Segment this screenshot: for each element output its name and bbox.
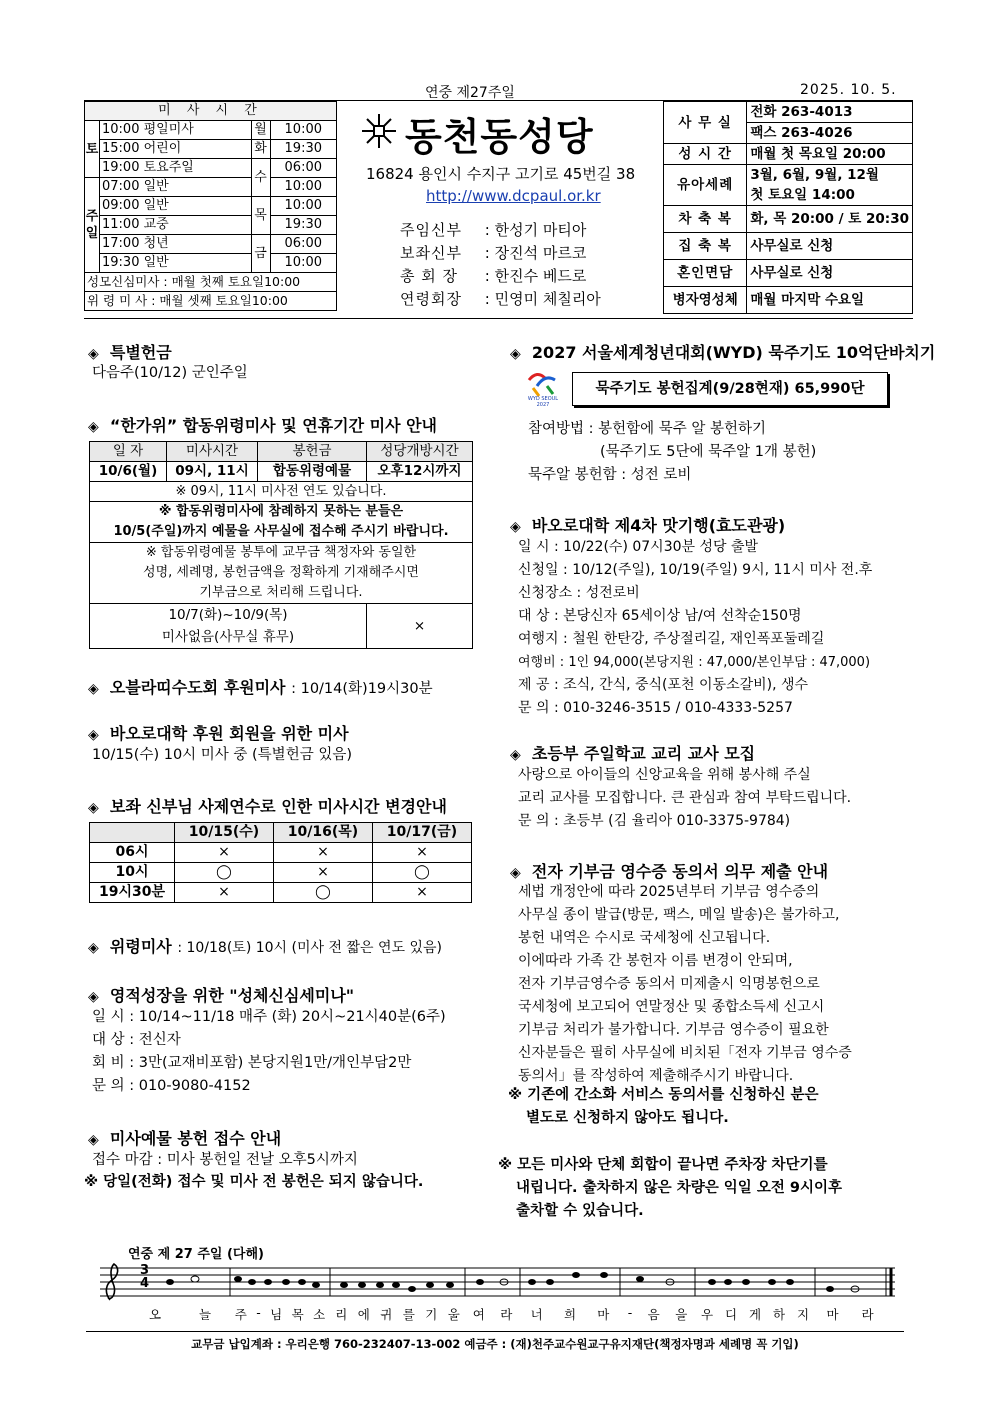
weekday-time: 06:00 bbox=[270, 159, 336, 178]
chuseok-table bbox=[89, 441, 473, 649]
office-label: 유아세례 bbox=[664, 165, 747, 206]
office-value: 전화 263-4013 bbox=[747, 102, 913, 123]
weekday-time: 10:00 bbox=[270, 197, 336, 216]
offering-notice-line2: ※ 당일(전화) 접수 및 미사 전 봉헌은 되지 않습니다. bbox=[84, 1174, 424, 1190]
table-header: 10/17(금) bbox=[373, 823, 472, 843]
header-bottom-rule bbox=[84, 318, 913, 319]
office-info-table bbox=[663, 101, 913, 314]
table-cell: ◯ bbox=[175, 863, 274, 883]
paulo-support-body: 10/15(수) 10시 미사 중 (특별헌금 있음) bbox=[92, 747, 352, 763]
seminar-body: 일 시 : 10/14~11/18 매주 (화) 20시~21시40분(6주) 대 상 : 전신자 회 비 : 3만(교재비포함) 본당지원1만/개인부담2만 문 의 : 010-9080-4152 bbox=[92, 1009, 446, 1094]
table-header: 10/15(수) bbox=[175, 823, 274, 843]
parking-line3: 출차할 수 있습니다. bbox=[516, 1203, 644, 1219]
table-row-label: 06시 bbox=[90, 843, 175, 863]
diamond-bullet-icon: ◈ bbox=[510, 346, 521, 362]
table-note: ※ 09시, 11시 미사전 연도 있습니다. bbox=[90, 482, 473, 502]
staff-row: 총 회 장 : 한진수 베드로 bbox=[400, 267, 587, 285]
special-mass-2: 위 령 미 사 : 매월 셋째 토요일10:00 bbox=[85, 292, 337, 311]
parish-address: 16824 용인시 수지구 고기로 45번길 38 bbox=[366, 165, 636, 183]
diamond-bullet-icon: ◈ bbox=[88, 1132, 99, 1148]
office-value: 화, 목 20:00 / 토 20:30 bbox=[747, 206, 913, 233]
music-staff bbox=[100, 1262, 895, 1302]
table-cell: 오후12시까지 bbox=[367, 462, 473, 482]
staff-list bbox=[400, 219, 601, 311]
office-value: 첫 토요일 14:00 bbox=[747, 185, 913, 206]
offering-notice-title: ◈ 미사예물 봉헌 접수 안내 bbox=[88, 1129, 282, 1148]
footer-rule bbox=[86, 1331, 904, 1332]
table-row-label: 10시 bbox=[90, 863, 175, 883]
parking-line2: 내립니다. 출차하지 않은 차량은 익일 오전 9시이후 bbox=[516, 1180, 843, 1196]
receipt-note2: 별도로 신청하지 않아도 됩니다. bbox=[526, 1110, 729, 1126]
issue-date: 2025. 10. 5. bbox=[800, 82, 897, 98]
table-header: 봉헌금 bbox=[258, 442, 367, 462]
diamond-bullet-icon: ◈ bbox=[88, 727, 99, 743]
table-cell: × bbox=[175, 883, 274, 903]
lyric-measure: 마 라 bbox=[826, 1307, 874, 1322]
table-cell: × bbox=[274, 863, 373, 883]
mass-schedule-table bbox=[84, 101, 337, 311]
footer-account-info: 교무금 납입계좌 : 우리은행 760-232407-13-002 예금주 : (재)천주교수원교구유지재단(책정자명과 세례명 꼭 기입) bbox=[191, 1337, 799, 1351]
sunday-school-title: ◈ 초등부 주일학교 교리 교사 모집 bbox=[510, 744, 756, 763]
offering-notice-line1: 접수 마감 : 미사 봉헌일 전날 오후5시까지 bbox=[92, 1152, 358, 1168]
weekday-time: 19:30 bbox=[270, 216, 336, 235]
diamond-bullet-icon: ◈ bbox=[88, 940, 99, 956]
weekday-label: 화 bbox=[251, 140, 270, 159]
table-cell: 09시, 11시 bbox=[167, 462, 258, 482]
staff-row: 보좌신부 : 장진석 마르코 bbox=[400, 244, 587, 262]
requiem-title: ◈ 위령미사 : 10/18(토) 10시 (미사 전 짧은 연도 있음) bbox=[88, 937, 442, 956]
mass-row: 19:00 토요주일 bbox=[100, 159, 252, 178]
parish-website-link[interactable]: http://www.dcpaul.or.kr bbox=[426, 187, 601, 205]
mass-row: 17:00 청년 bbox=[100, 235, 252, 254]
paulo-support-title: ◈ 바오로대학 후원 회원을 위한 미사 bbox=[88, 724, 349, 743]
lyric-measure: 우 디 게 하 지 bbox=[700, 1307, 810, 1322]
table-cell: 10/7(화)~10/9(목) 미사없음(사무실 휴무) bbox=[90, 604, 367, 649]
table-cell: 10/6(월) bbox=[90, 462, 167, 482]
mass-row: 15:00 어린이 bbox=[100, 140, 252, 159]
table-cell: ◯ bbox=[274, 883, 373, 903]
table-header: 10/16(목) bbox=[274, 823, 373, 843]
diamond-bullet-icon: ◈ bbox=[88, 800, 99, 816]
office-label: 집 축 복 bbox=[664, 233, 747, 260]
table-header: 미사시간 bbox=[167, 442, 258, 462]
pilgrimage-body: 일 시 : 10/22(수) 07시30분 성당 출발 신청일 : 10/12(주일), 10/19(주일) 9시, 11시 미사 전.후 신청장소 : 성전로비 대 상 : 본당신자 65세이상 남/여 선착순150명 여행지 : 철원 한탄강, 주상절리길, 재인폭포둘레길 여행비 : 1인 94,000(본당지원 : 47,000/본인부담 : 47,000) 제 공 : 조식, 간식, 중식(포천 이동소갈비), 생수 문 의 : 010-3246-3515 / 010-4333-5257 bbox=[518, 539, 873, 716]
table-cell: × bbox=[274, 843, 373, 863]
seminar-title: ◈ 영적성장을 위한 "성체신심세미나" bbox=[88, 986, 355, 1005]
sunday-school-body: 사랑으로 아이들의 신앙교육을 위해 봉사해 주실 교리 교사를 모집합니다. 큰 관심과 참여 부탁드립니다. 문 의 : 초등부 (김 율리아 010-3375-9784) bbox=[518, 767, 852, 829]
wyd-line: 참여방법 : 봉헌함에 묵주 알 봉헌하기 bbox=[528, 421, 767, 437]
mass-row: 10:00 평일미사 bbox=[100, 121, 252, 140]
wyd-title: ◈ 2027 서울세계청년대회(WYD) 묵주기도 10억단바치기 bbox=[510, 343, 936, 362]
office-value: 팩스 263-4026 bbox=[747, 123, 913, 144]
mass-schedule-title: 미 사 시 간 bbox=[85, 102, 337, 121]
weekday-label: 목 bbox=[251, 197, 270, 235]
change-title: ◈ 보좌 신부님 사제연수로 인한 미사시간 변경안내 bbox=[88, 797, 447, 816]
staff-row: 연령회장 : 민영미 체칠리아 bbox=[400, 290, 601, 308]
mass-row: 19:30 일반 bbox=[100, 254, 252, 273]
table-cell: × bbox=[373, 843, 472, 863]
office-label: 병자영성체 bbox=[664, 287, 747, 314]
office-label: 성 시 간 bbox=[664, 144, 747, 165]
mass-row: 09:00 일반 bbox=[100, 197, 252, 216]
parking-line1: ※ 모든 미사와 단체 회합이 끝나면 주차장 차단기를 bbox=[498, 1157, 828, 1173]
lyric-measure: 오 늘 bbox=[148, 1307, 212, 1322]
special-offering-body: 다음주(10/12) 군인주일 bbox=[92, 365, 248, 381]
office-value: 3월, 6월, 9월, 12월 bbox=[747, 165, 913, 186]
receipt-body: 세법 개정안에 따라 2025년부터 기부금 영수증의 사무실 종이 발급(방문, 팩스, 메일 발송)은 불가하고, 봉헌 내역은 수시로 국세청에 신고됩니다. 이에따라 가족 간 봉헌자 이름 변경이 안되며, 전자 기부금영수증 동의서 미제출시 익명봉헌으로 국세청에 보고되어 연말정산 및 종합소득세 신고시 기부금 처리가 불가합니다. 기부금 영수증이 필요한 신자분들은 필히 사무실에 비치된「전자 기부금 영수증 동의서」를 작성하여 제출해주시기 바랍니다. bbox=[518, 884, 852, 1084]
weekday-time: 06:00 bbox=[270, 235, 336, 254]
cross-logo-icon bbox=[360, 112, 398, 150]
lyric-measure: 주 - 님 목 소 bbox=[234, 1305, 326, 1322]
sunday-label: 주일 bbox=[85, 178, 100, 273]
parish-name: 동천동성당 bbox=[405, 115, 594, 159]
table-note: ※ 합동위령예물 봉투에 교무금 책정자와 동일한 성명, 세례명, 봉헌금액을 정확하게 기재해주시면 기부금으로 처리해 드립니다. bbox=[90, 543, 473, 604]
lyric-measure: - 음 을 bbox=[627, 1305, 688, 1322]
receipt-title: ◈ 전자 기부금 영수증 동의서 의무 제출 안내 bbox=[510, 862, 829, 881]
special-mass-1: 성모신심미사 : 매월 첫째 토요일10:00 bbox=[85, 273, 337, 292]
mass-row: 07:00 일반 bbox=[100, 178, 252, 197]
table-header bbox=[90, 823, 175, 843]
weekday-label: 수 bbox=[251, 159, 270, 197]
weekday-time: 19:30 bbox=[270, 140, 336, 159]
office-value: 매월 마지막 수요일 bbox=[747, 287, 913, 314]
chuseok-title: ◈ “한가위” 합동위령미사 및 연휴기간 미사 안내 bbox=[88, 416, 438, 435]
oblate-title: ◈ 오블라띠수도회 후원미사 : 10/14(화)19시30분 bbox=[88, 678, 433, 697]
table-note: ※ 합동위령미사에 참례하지 못하는 분들은 10/5(주일)까지 예물을 사무실에 접수해 주시기 바랍니다. bbox=[90, 502, 473, 543]
wyd-line: (묵주기도 5단에 묵주알 1개 봉헌) bbox=[600, 444, 817, 460]
wyd-line: 묵주알 봉헌함 : 성전 로비 bbox=[528, 467, 692, 483]
diamond-bullet-icon: ◈ bbox=[510, 519, 521, 535]
diamond-bullet-icon: ◈ bbox=[88, 989, 99, 1005]
week-label: 연중 제27주일 bbox=[425, 85, 515, 101]
time-signature: 3 4 bbox=[140, 1263, 150, 1291]
table-cell: × bbox=[373, 883, 472, 903]
saturday-label: 토 bbox=[85, 121, 100, 178]
receipt-note1: ※ 기존에 간소화 서비스 동의서를 신청하신 분은 bbox=[508, 1087, 819, 1103]
special-offering-title: ◈ 특별헌금 bbox=[88, 343, 172, 362]
office-value: 사무실로 신청 bbox=[747, 260, 913, 287]
office-label: 차 축 복 bbox=[664, 206, 747, 233]
staff-row: 주임신부 : 한성기 마티아 bbox=[400, 221, 587, 239]
office-label: 사 무 실 bbox=[664, 102, 747, 144]
pilgrimage-title: ◈ 바오로대학 제4차 맛기행(효도관광) bbox=[510, 516, 786, 535]
office-value: 매월 첫 목요일 20:00 bbox=[747, 144, 913, 165]
table-cell: ◯ bbox=[373, 863, 472, 883]
weekday-label: 금 bbox=[251, 235, 270, 273]
office-label: 혼인면담 bbox=[664, 260, 747, 287]
diamond-bullet-icon: ◈ bbox=[88, 419, 99, 435]
weekday-time: 10:00 bbox=[270, 254, 336, 273]
rosary-count-box: 묵주기도 봉헌집계(9/28현재) 65,990단 bbox=[572, 372, 888, 406]
schedule-change-table bbox=[89, 822, 472, 903]
lyric-measure: 리 에 귀 를 기 울 bbox=[335, 1307, 460, 1322]
lyric-measure: 너 희 마 bbox=[530, 1307, 610, 1322]
music-title: 연중 제 27 주일 (다해) bbox=[128, 1247, 264, 1262]
diamond-bullet-icon: ◈ bbox=[510, 747, 521, 763]
diamond-bullet-icon: ◈ bbox=[88, 346, 99, 362]
lyric-measure: 여 라 bbox=[472, 1307, 513, 1322]
table-header: 일 자 bbox=[90, 442, 167, 462]
office-value: 사무실로 신청 bbox=[747, 233, 913, 260]
diamond-bullet-icon: ◈ bbox=[510, 865, 521, 881]
lyrics-line bbox=[130, 1305, 890, 1323]
weekday-label: 월 bbox=[251, 121, 270, 140]
weekday-time: 10:00 bbox=[270, 121, 336, 140]
weekday-time: 10:00 bbox=[270, 178, 336, 197]
table-cell: 합동위령예물 bbox=[258, 462, 367, 482]
table-row-label: 19시30분 bbox=[90, 883, 175, 903]
table-cell: × bbox=[367, 604, 473, 649]
mass-row: 11:00 교중 bbox=[100, 216, 252, 235]
table-header: 성당개방시간 bbox=[367, 442, 473, 462]
table-cell: × bbox=[175, 843, 274, 863]
wyd-logo-icon: WYD SEOUL 2027 bbox=[523, 366, 563, 406]
diamond-bullet-icon: ◈ bbox=[88, 681, 99, 697]
